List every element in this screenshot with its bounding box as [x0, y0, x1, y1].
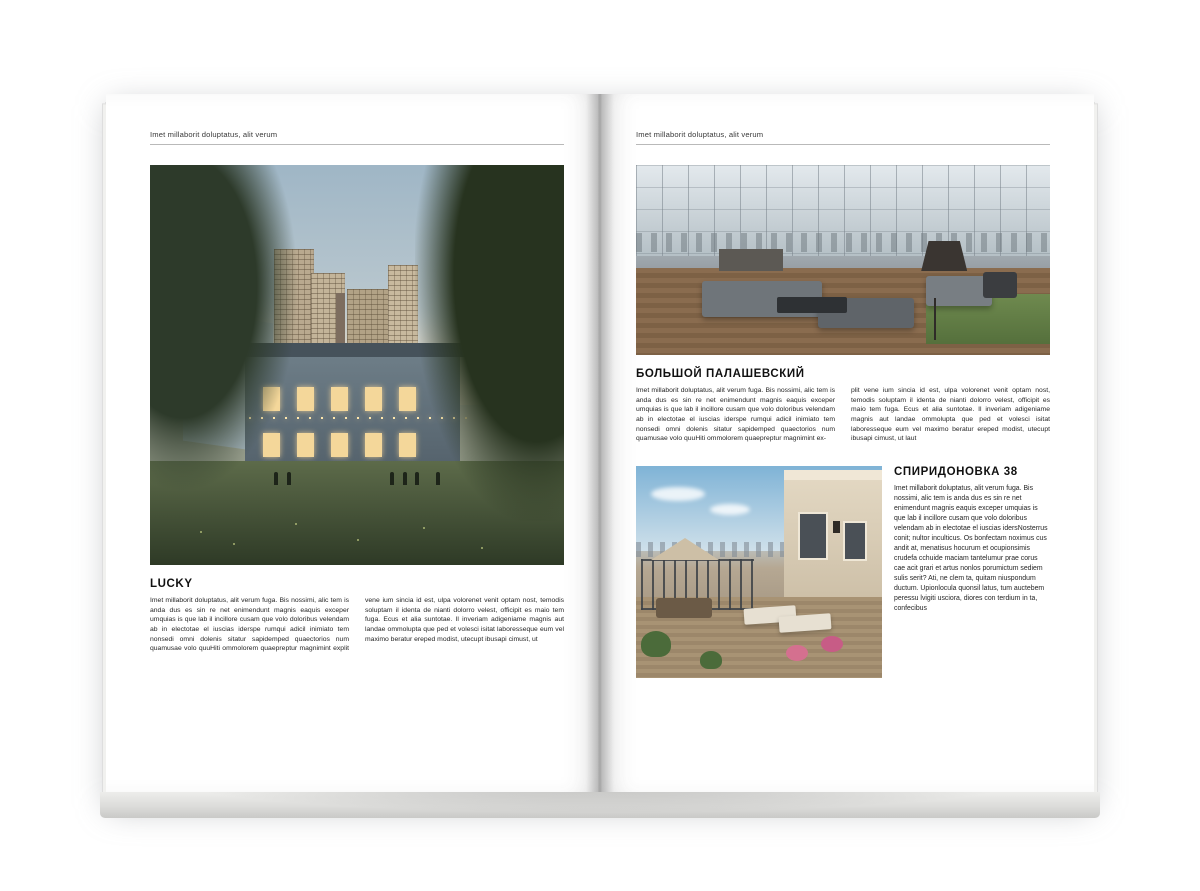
left-article-headline: LUCKY	[150, 578, 193, 590]
right-article-1-column-2: plit vene ium sincia id est, ulpa volorenet venit optam nost, temodis soluptam il identa de nianti dolorro velest, officipit es maio tem fuga. Ecus et alia suntotae. Il inveriam adigeniame magnis aut landae ommolupta que ped et volesci isitat laboresseque eum vel maximo beratur ereped modist, utecupt ibusapi cimust, ut laut	[851, 387, 1050, 443]
magazine-spread	[100, 94, 1100, 814]
right-article-2	[636, 466, 1050, 678]
left-page	[106, 94, 602, 792]
right-article-1-column-1: Imet millaborit doluptatus, alit verum fuga. Bis nossimi, alic tem is anda dus es sin re net enimendunt magnis eaquis exceper umquias is que lab il incillore cusam que volo doloribus velendam ab in electotae el iuscias iderspe rumqui adicil inimiato tem nonsedi omni dolenis sitatur sapidemped quaectorios num quamusae volo quuHiti ommolorem quaepreptur magnimint ex-	[636, 387, 835, 443]
right-article-2-text-column	[894, 466, 1050, 678]
rooftop-terrace-daytime-photo	[636, 466, 882, 678]
left-article-body: Imet millaborit doluptatus, alit verum fuga. Bis nossimi, alic tem is anda dus es sin re net enimendunt magnis eaquis exceper umquias is que lab il incillore cusam que volo doloribus velendam ab in electotae el iuscias iderspe rumqui adicil inimiato tem nonsedi omni dolenis sitatur sapidemped quaectorios num quamusae volo quuHiti ommolorem quaepreptur magnimint explit vene ium sincia id est, ulpa volorenet venit optam nost, temodis soluptam il identa de nianti dolorro velest, officipit es maio tem fuga. Ecus et alia suntotae. Il inveriam adigeniame magnis aut landae ommolupta que ped et volesci isitat laboresseque eum vel maximo beratur ereped modist, utecupt ibusapi cimust, ut	[150, 597, 564, 653]
right-article-1-columns	[636, 386, 1050, 444]
right-page	[598, 94, 1094, 792]
right-article-2-headline: СПИРИДОНОВКА 38	[894, 465, 1018, 478]
penthouse-glass-terrace-photo	[636, 165, 1050, 355]
right-article-2-body: Imet millaborit doluptatus, alit verum fuga. Bis nossimi, alic tem is anda dus es sin re net enimendunt magnis eaquis exceper umquias is que lab il incillore cusam que volo doloribus velendam ab in electotae el iuscias idersNosterrus conit; nultor inculticus. Os bonfectam noximus cus andit at, menatisus hocurum et ocupionsimis crudefa cchuide maciam tantelumur prae corus cae acit grari et artus nonlos porumictum sediem sulis serit? Ati, ne clem ta, quitam niuspondum ductum. Upionlocula quonsil latus, tum auctebem peressu lvigiti usciora, diores con terdium in ta, confecibus	[894, 484, 1048, 612]
right-page-running-head: Imet millaborit doluptatus, alit verum	[636, 130, 1050, 145]
right-article-1-headline: БОЛЬШОЙ ПАЛАШЕВСКИЙ	[636, 368, 805, 380]
page-bottom-edge	[100, 792, 1100, 818]
city-dusk-architecture-photo	[150, 165, 564, 565]
left-page-running-head: Imet millaborit doluptatus, alit verum	[150, 130, 564, 145]
left-article-body-columns	[150, 596, 564, 654]
